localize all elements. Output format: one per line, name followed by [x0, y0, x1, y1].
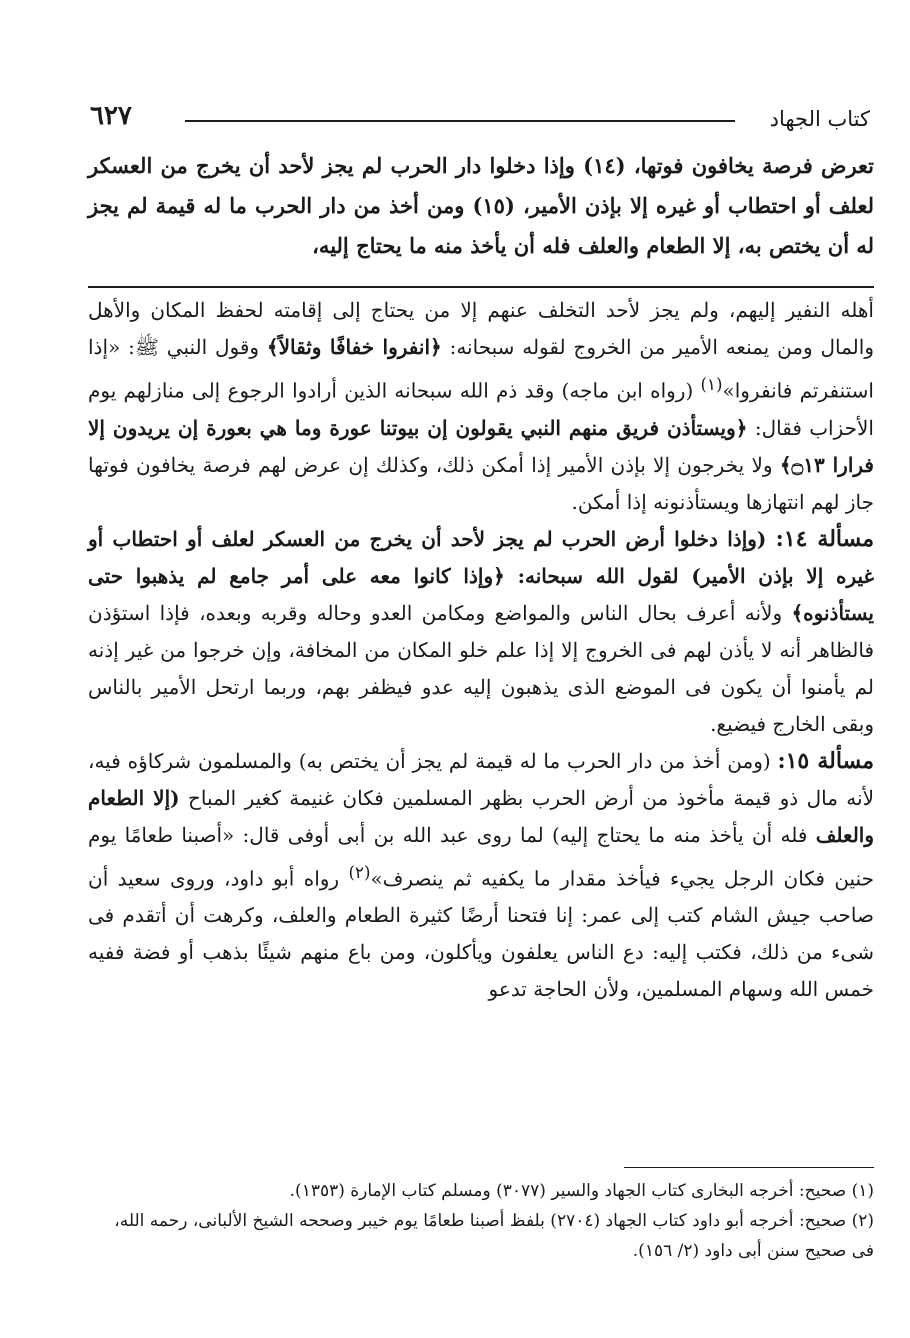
footnotes [88, 1176, 874, 1266]
masala-15-label: مسألة ١٥: [777, 747, 874, 774]
commentary-paragraph-1 [88, 292, 874, 521]
footnote-2: (٢) صحيح: أخرجه أبو داود كتاب الجهاد (٢٧٠٤) بلفظ أصبنا طعامًا يوم خيبر وصححه الشيخ الألبانى، رحمه الله، فى صحيح سنن أبى داود (٢/ ١٥٦). [114, 1211, 874, 1261]
masala-14-label: مسألة ١٤: [775, 525, 875, 552]
p1-text-b: وقول النبي ﷺ: «إذا استنفرتم فانفروا» [88, 335, 874, 403]
p3-text-c: رواه أبو داود، وروى سعيد أن صاحب جيش الشام كتب إلى عمر: إنا فتحنا أرضًا كثيرة الطعام والعلف، وكرهت أن أتقدم فى شىء من ذلك، فكتب إليه: دع الناس يعلفون ويأكلون، ومن باع منهم شيئًا بذهب أو فضة ففيه خمس الله وسهام المسلمين، ولأن الحاجة تدعو [88, 866, 874, 1002]
header-rule [185, 120, 735, 122]
p3-text-a: (ومن أخذ من دار الحرب ما له قيمة لم يجز أن يختص به) والمسلمون شركاؤه فيه، لأنه مال ذو قيمة مأخوذ من أرض الحرب بظهر المسلمين فكان غنيمة كغير المباح [88, 748, 874, 810]
commentary-paragraph-3 [88, 743, 874, 1009]
p3-text-b: فله أن يأخذ منه ما يحتاج إليه) لما روى عبد الله بن أبى أوفى قال: «أصبنا طعامًا يوم حنين فكان الرجل يجيء فيأخذ مقدار ما يكفيه ثم ينصرف» [88, 822, 874, 891]
footnote-1: (١) صحيح: أخرجه البخارى كتاب الجهاد والسير (٣٠٧٧) ومسلم كتاب الإمارة (١٣٥٣). [289, 1181, 874, 1201]
p1-text-c: (رواه ابن ماجه) وقد ذم الله سبحانه الذين أرادوا الرجوع إلى منازلهم يوم الأحزاب فقال: [88, 378, 874, 440]
matn-text: تعرض فرصة يخافون فوتها، (١٤) وإذا دخلوا دار الحرب لم يجز لأحد أن يخرج من العسكر لعلف أو احتطاب أو غيره إلا بإذن الأمير، (١٥) ومن أخذ من دار الحرب ما له قيمة لم يجز له أن يختص به، إلا الطعام والعلف فله أن يأخذ منه ما يحتاج إليه، [88, 153, 875, 258]
page-number: ٦٢٧ [90, 101, 132, 131]
quran-verse-1: ﴿انفروا خفافًا وثقالاً﴾ [266, 335, 442, 359]
footnote-marker-1: (١) [700, 375, 723, 394]
p1-text-d: ولا يخرجون إلا بإذن الأمير إذا أمكن ذلك، وكذلك إن عرض لهم فرصة يخافون فوتها جاز لهم انتهازها ويستأذنونه إذا أمكن. [88, 452, 874, 514]
page-header [90, 100, 870, 144]
footnote-rule [624, 1167, 874, 1168]
footnote-marker-2: (٢) [348, 862, 371, 882]
p1-text-a: أهله النفير إليهم، ولم يجز لأحد التخلف عنهم إلا من يحتاج إلى إقامته لحفظ المكان والأهل والمال ومن يمنعه الأمير من الخروج لقوله سبحانه: [88, 298, 874, 359]
matn-separator [88, 286, 874, 288]
quran-verse-3: ﴿وإذا كانوا معه على أمر جامع لم يذهبوا حتى يستأذنوه﴾ [88, 563, 874, 625]
p3-bold-phrase: (إلا الطعام والعلف [88, 785, 874, 847]
p2-text-a: (وإذا دخلوا أرض الحرب لم يجز لأحد أن يخرج من العسكر لعلف أو احتطاب أو غيره إلا بإذن الأمير) لقول الله سبحانه: [88, 526, 875, 588]
running-title: كتاب الجهاد [769, 107, 870, 131]
commentary [88, 292, 874, 1008]
p2-text-b: ولأنه أعرف بحال الناس والمواضع ومكامن العدو وحاله وقربه وبعده، فإذا استؤذن فالظاهر أنه لا يأذن لهم فى الخروج إلا إذا علم خلو المكان من المخافة، وإن خرجوا من غير إذنه لم يأمنوا أن يكون فى الموضع الذى يذهبون إليه عدو فيظفر بهم، وربما ارتحل الأمير بالناس وبقى الخارج فيضيع. [88, 600, 874, 736]
commentary-paragraph-2 [88, 521, 874, 743]
quran-verse-2: ﴿ويستأذن فريق منهم النبي يقولون إن بيوتنا عورة وما هي بعورة إن يريدون إلا فرارا ۝١٣﴾ [88, 415, 874, 477]
